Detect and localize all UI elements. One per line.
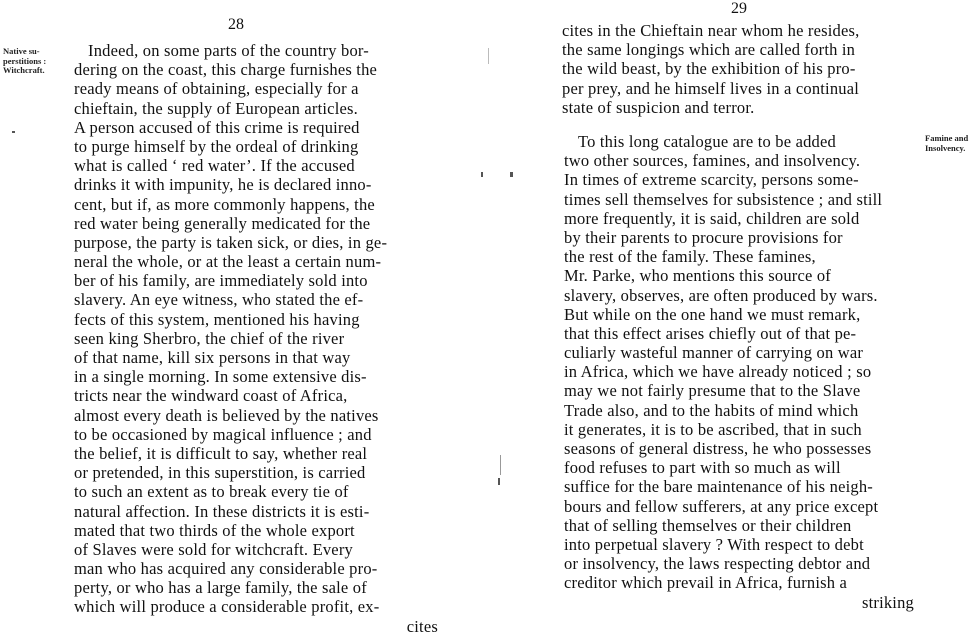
text-line: ber of his family, are immediately sold into — [74, 271, 368, 291]
text-line: state of suspicion and terror. — [562, 97, 755, 117]
gutter-mark — [481, 172, 483, 177]
text-line: purpose, the party is taken sick, or dies, in ge- — [74, 232, 388, 252]
text-line: Mr. Parke, who mentions this source of — [564, 266, 831, 286]
text-line: into perpetual slavery ? With respect to debt — [564, 534, 864, 554]
text-line: by their parents to procure provisions for — [564, 227, 843, 247]
text-line: A person accused of this crime is required — [74, 117, 360, 137]
margin-note-line: perstitions : — [3, 55, 47, 66]
text-line: ready means of obtaining, especially for a — [74, 79, 359, 99]
print-speck — [12, 131, 15, 133]
text-line: drinks it with impunity, he is declared inno- — [74, 175, 372, 195]
text-line: chieftain, the supply of European articles. — [74, 98, 358, 118]
text-line: Indeed, on some parts of the country bor- — [88, 41, 369, 60]
text-line: bours and fellow sufferers, at any price except — [564, 496, 879, 516]
text-line: To this long catalogue are to be added — [578, 132, 836, 151]
text-line: it generates, it is to be ascribed, that in such — [564, 419, 862, 439]
text-line: to be occasioned by magical influence ; and — [74, 424, 372, 444]
text-line: in a single morning. In some extensive dis- — [74, 367, 367, 387]
margin-note — [925, 134, 980, 153]
text-line: two other sources, famines, and insolvency. — [564, 151, 861, 171]
margin-note-line: Native su- — [3, 46, 40, 56]
gutter-mark — [498, 478, 500, 485]
text-line: that this effect arises chiefly out of that pe- — [564, 323, 857, 343]
text-line: times sell themselves for subsistence ; and still — [564, 189, 883, 209]
text-line: cites in the Chieftain near whom he resides, — [562, 21, 860, 40]
text-line: culiarly wasteful manner of carrying on war — [564, 343, 864, 363]
text-line: or insolvency, the laws respecting debtor and — [564, 554, 871, 574]
text-line: Trade also, and to the habits of mind which — [564, 400, 859, 420]
text-line: But while on the one hand we must remark, — [564, 304, 861, 324]
text-line: per prey, and he himself lives in a continual — [562, 78, 860, 98]
gutter-mark — [510, 172, 513, 177]
text-line: more frequently, it is said, children are sold — [564, 208, 860, 228]
text-line: to purge himself by the ordeal of drinking — [74, 136, 359, 156]
page-number: 28 — [228, 16, 244, 33]
text-line: the rest of the family. These famines, — [564, 247, 816, 267]
text-line: neral the whole, or at the least a certain num- — [74, 252, 382, 272]
text-line: cent, but if, as more commonly happens, the — [74, 194, 375, 214]
text-line: seasons of general distress, he who possesses — [564, 439, 872, 458]
text-line: tricts near the windward coast of Africa, — [74, 386, 348, 406]
text-line: In times of extreme scarcity, persons some- — [564, 170, 859, 190]
paragraph-text — [564, 132, 914, 612]
text-line: mated that two thirds of the whole export — [74, 520, 355, 540]
text-line: in Africa, which we have already noticed ; so — [564, 362, 872, 382]
text-line: food refuses to part with so much as will — [564, 458, 841, 478]
margin-note-line: Famine and — [925, 133, 969, 143]
text-line: the belief, it is difficult to say, whether real — [74, 443, 368, 463]
body-text — [74, 41, 438, 636]
text-line: natural affection. In these districts it is esti- — [74, 501, 370, 521]
catchword: striking — [861, 592, 914, 612]
gutter-mark — [488, 48, 489, 64]
text-line: to such an extent as to break every tie of — [74, 482, 349, 502]
text-line: of that name, kill six persons in that way — [74, 348, 351, 367]
margin-note — [3, 47, 63, 76]
text-line: dering on the coast, this charge furnishes the — [74, 60, 378, 80]
text-line: the same longings which are called forth in — [562, 40, 856, 60]
text-line: man who has acquired any considerable pro- — [74, 559, 378, 579]
text-line: seen king Sherbro, the chief of the river — [74, 328, 345, 348]
text-line: perty, or who has a large family, the sale of — [74, 578, 367, 598]
page-number: 29 — [731, 0, 747, 17]
text-line: almost every death is believed by the natives — [74, 405, 379, 425]
text-line: slavery. An eye witness, who stated the ef- — [74, 290, 364, 310]
text-line: suffice for the bare maintenance of his neigh- — [564, 477, 873, 497]
text-line: what is called ‘ red water’. If the accused — [74, 156, 355, 176]
text-line: or pretended, in this superstition, is carried — [74, 463, 366, 483]
continued-text — [562, 21, 910, 117]
text-line: fects of this system, mentioned his having — [74, 309, 360, 329]
text-line: may we not fairly presume that to the Slave — [564, 381, 861, 401]
text-line: the wild beast, by the exhibition of his pro- — [562, 59, 856, 79]
text-line: slavery, observes, are often produced by wars. — [564, 285, 878, 305]
margin-note-line: Insolvency. — [925, 142, 966, 153]
text-line: red water being generally medicated for the — [74, 213, 371, 233]
text-line: creditor which prevail in Africa, furnish a — [564, 573, 848, 593]
text-line: which will produce a considerable profit, ex- — [74, 597, 380, 617]
right-page — [490, 0, 980, 624]
gutter-mark — [500, 455, 501, 475]
margin-note-line: Witchcraft. — [3, 65, 45, 75]
text-line: that of selling themselves or their children — [564, 515, 852, 535]
catchword: cites — [406, 616, 438, 636]
text-line: of Slaves were sold for witchcraft. Every — [74, 539, 353, 559]
